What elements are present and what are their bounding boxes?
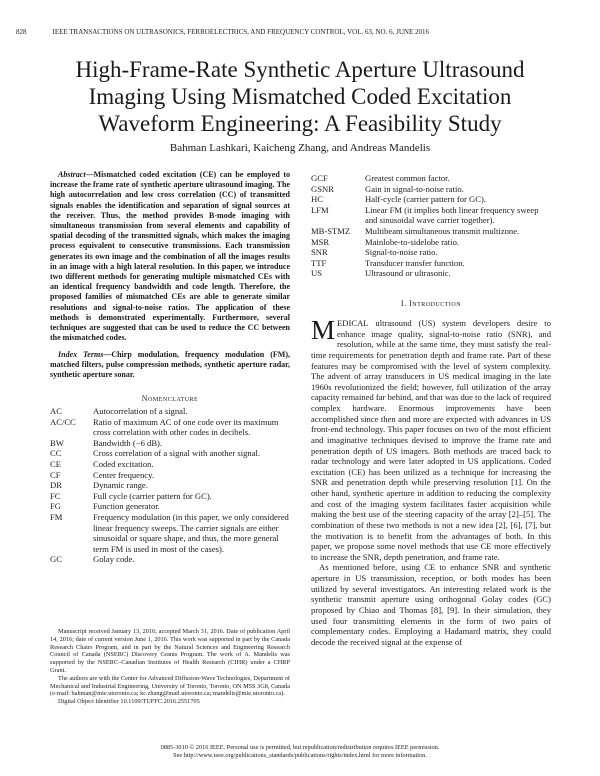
abbreviation: MB-STMZ xyxy=(311,225,351,236)
abbreviation: AC xyxy=(50,406,62,416)
abbreviation: DR xyxy=(50,480,62,491)
intro-paragraph-2: As mentioned before, using CE to enhance SNR and synthetic aperture in US transmission, reception, or both modes has been utilized by several investigators. An interesting related work is the synthetic transmit aperture using orthogonal Golay codes (GC) proposed by Chiao and Thomas [8], [9]. In their simulation, they used four transmitting elements in the form of two pairs of complementary codes. Employing a Hadamard matrix, they could decode the received signal at the expense of xyxy=(311,562,551,647)
footnote-paragraph: Manuscript received January 13, 2016; accepted March 31, 2016. Date of publication April 14, 2016; date of current version June 1, 2016. This work was supported in part by the Canada Research Chairs Program, and in part by the Natural Sciences and Engineering Research Council of Canada (NSERC) Discovery Grants Program. The work of A. Mandelis was supported by the NSERC–Canadian Institutes of Health Research (CIHR) under a CHRP Grant. xyxy=(50,628,290,674)
nomenclature-entry xyxy=(50,417,290,438)
nomenclature-entry xyxy=(311,205,551,226)
definition: Bandwidth (−6 dB). xyxy=(93,437,163,448)
title-line: Imaging Using Mismatched Coded Excitation xyxy=(88,84,512,109)
copyright-footer xyxy=(0,744,600,760)
abstract-label: Abstract xyxy=(58,170,86,179)
nomenclature-entry xyxy=(50,480,290,491)
nomenclature-entry xyxy=(50,554,290,565)
abbreviation: GSNR xyxy=(311,183,334,194)
nomenclature-entry xyxy=(50,491,290,502)
abbreviation: MSR xyxy=(311,236,330,247)
abbreviation: CC xyxy=(50,448,62,459)
nomenclature-entry xyxy=(311,184,551,195)
nomenclature-entry xyxy=(50,438,290,449)
drop-cap: M xyxy=(311,315,336,345)
abbreviation: AC/CC xyxy=(50,416,76,427)
nomenclature-entry xyxy=(50,448,290,459)
abbreviation: FG xyxy=(50,501,61,512)
definition: Gain in signal-to-noise ratio. xyxy=(365,183,464,194)
rights-link[interactable]: See http://www.ieee.org/publications_standards/publications/rights/index.html for more information. xyxy=(173,752,427,759)
definition: Frequency modulation (in this paper, we only considered linear frequency sweeps. The carrier signals are either sinusoidal or square shape, and thus, the more general term FM is used in most of the cases). xyxy=(93,511,289,554)
paper-title xyxy=(0,56,600,137)
definition: Signal-to-noise ratio. xyxy=(365,247,438,258)
abbreviation: GCF xyxy=(311,173,328,183)
nomenclature-entry xyxy=(50,406,290,417)
nomenclature-entry xyxy=(50,512,290,554)
definition: Linear FM (it implies both linear frequency sweep and sinusoidal wave carrier together). xyxy=(365,204,539,226)
definition: Transducer transfer function. xyxy=(365,257,465,268)
index-terms-text: —Chirp modulation, frequency modulation (FM), matched filters, pulse compression methods, synthetic aperture radar, synthetic aperture sonar. xyxy=(50,350,291,380)
abbreviation: CF xyxy=(50,469,61,480)
definition: Function generator. xyxy=(93,501,160,512)
definition: Greatest common factor. xyxy=(365,173,450,183)
definition: Ultrasound or ultrasonic. xyxy=(365,268,451,279)
section-number: I. xyxy=(400,299,407,308)
definition: Autocorrelation of a signal. xyxy=(93,406,188,416)
copyright-line: 0885-3010 © 2016 IEEE. Personal use is permitted, but republication/redistribution requires IEEE permission. xyxy=(160,744,440,751)
nomenclature-entry xyxy=(311,237,551,248)
author-list: Bahman Lashkari, Kaicheng Zhang, and Andreas Mandelis xyxy=(169,142,431,154)
abbreviation: TTF xyxy=(311,257,327,268)
manuscript-footnote xyxy=(50,628,290,706)
abbreviation: US xyxy=(311,268,322,279)
abbreviation: GC xyxy=(50,554,62,565)
abstract xyxy=(50,170,290,343)
definition: Dynamic range. xyxy=(93,480,148,491)
definition: Ratio of maximum AC of one code over its maximum cross correlation with other codes in decibels. xyxy=(93,416,279,438)
definition: Multibeam simultaneous transmit multizone. xyxy=(365,225,520,236)
abbreviation: BW xyxy=(50,437,64,448)
section-title: Introduction xyxy=(409,299,462,308)
title-line: High-Frame-Rate Synthetic Aperture Ultrasound xyxy=(75,57,525,82)
nomenclature-entry xyxy=(50,459,290,470)
introduction-body xyxy=(311,315,551,647)
page-number: 828 xyxy=(16,28,27,36)
definition: Half-cycle (carrier pattern for GC). xyxy=(365,194,486,205)
nomenclature-entry xyxy=(311,173,551,184)
nomenclature-list-left xyxy=(50,406,290,565)
definition: Mainlobe-to-sidelobe ratio. xyxy=(365,236,460,247)
nomenclature-entry xyxy=(50,501,290,512)
doi: Digital Object Identifier 10.1109/TUFFC.2016.2551705 xyxy=(58,698,200,706)
running-header xyxy=(16,28,574,36)
definition: Center frequency. xyxy=(93,469,154,480)
first-word: EDICAL xyxy=(337,318,369,328)
abbreviation: HC xyxy=(311,194,323,205)
index-terms xyxy=(50,350,290,381)
abbreviation: FC xyxy=(50,490,61,501)
abbreviation: FM xyxy=(50,511,63,522)
nomenclature-entry xyxy=(311,194,551,205)
abbreviation: CE xyxy=(50,458,61,469)
intro-paragraph-1 xyxy=(311,315,551,562)
nomenclature-entry xyxy=(311,268,551,279)
index-terms-label: Index Terms xyxy=(58,350,104,359)
nomenclature-entry xyxy=(311,258,551,269)
nomenclature-entry xyxy=(311,247,551,258)
definition: Coded excitation. xyxy=(93,458,154,469)
paragraph-text: ultrasound (US) system developers desire to enhance image quality, signal-to-noise ratio (SNR), and resolution, while at the same time, they must satisfy the real-time requirements for penetration depth and frame rate. Part of these features may be compromised with the level of system complexity. The advent of array transducers in US medical imaging in the late 1960s revolutionized the field; however, full utilization of the array capacity remained far behind, and that was due to the lack of required complex hardware. Enormous improvements have been accomplished since then and more are expected with advances in US front-end technology. This paper focuses on two of the most efficient and imaginative techniques devised to improve the frame rate and penetration depth of US imagers. Both methods are traced back to radar technology and were later adopted in US applications. Coded excitation (CE) has been utilized as a technique for increasing the SNR and penetration depth while preserving resolution [1]. On the other hand, synthetic aperture in addition to reducing the complexity and cost of the imaging system facilitates faster acquisition while making the best use of the steering capacity of the array [2]–[5]. The combination of these two methods is not a new idea [2], [6], [7], but the motivation is to benefit from the advantages of both. In this paper, we propose some novel methods that use CE more effectively to increase the SNR, depth penetration, and frame rate. xyxy=(311,318,551,562)
journal-name: IEEE TRANSACTIONS ON ULTRASONICS, FERROELECTRICS, AND FREQUENCY CONTROL, VOL. 63, NO. 6, JUNE 2016 xyxy=(52,28,429,36)
abbreviation: SNR xyxy=(311,247,328,258)
nomenclature-list-right xyxy=(311,173,551,279)
title-line: Waveform Engineering: A Feasibility Study xyxy=(98,111,502,136)
definition: Golay code. xyxy=(93,554,135,565)
definition: Cross correlation of a signal with another signal. xyxy=(93,448,261,459)
definition: Full cycle (carrier pattern for GC). xyxy=(93,490,212,501)
abbreviation: LFM xyxy=(311,204,329,215)
abstract-text: —Mismatched coded excitation (CE) can be employed to increase the frame rate of synthetic aperture ultrasound imaging. The high autocorrelation and low cross correlation (CC) of transmitted signals enables the identification and separation of signal sources at the receiver. Thus, the method provides B-mode imaging with simultaneous transmission from several elements and capability of spatial decoding of the transmitted signals, which makes the imaging process equivalent to consecutive transmissions. Each transmission generates its own image and the combination of all the images results in an image with a high lateral resolution. In this paper, we introduce two different methods for generating multiple mismatched CEs with an identical frequency bandwidth and code length. Therefore, the proposed families of mismatched CEs are able to generate similar resolutions and signal-to-noise ratios. The application of these methods is demonstrated experimentally. Furthermore, several techniques are suggested that can be used to reduce the CC between the mismatched codes. xyxy=(50,170,290,343)
introduction-heading xyxy=(311,299,551,308)
footnote-paragraph: The authors are with the Center for Advanced Diffusion-Wave Technologies, Department of Mechanical and Industrial Engineering, University of Toronto, Toronto, ON M5S 3G8, Canada (e-mail: bahman@mie.utoronto.ca; kc.zhang@mail.utoronto.ca; mandelis@mie.utoronto.ca). xyxy=(50,674,290,698)
nomenclature-heading: Nomenclature xyxy=(141,394,199,403)
nomenclature-entry xyxy=(50,470,290,481)
nomenclature-entry xyxy=(311,226,551,237)
